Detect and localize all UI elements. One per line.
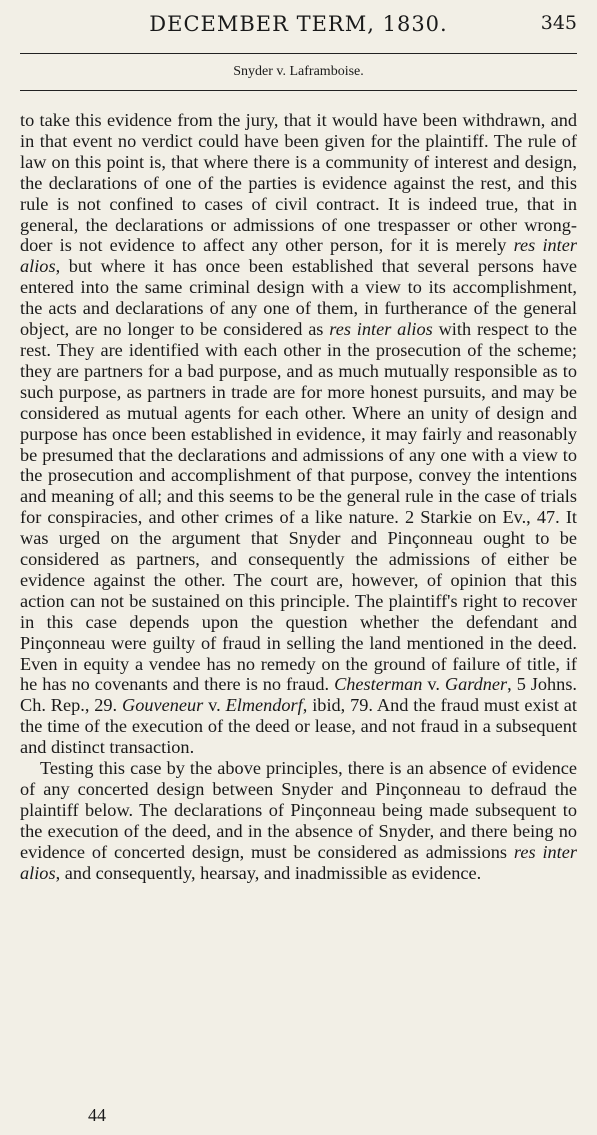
italic-run: Gardner [444,674,508,695]
signature-mark: 44 [88,1105,106,1125]
running-head [20,12,577,42]
italic-run: Gouveneur [122,695,204,716]
text-run: with respect to the rest. They are identified with each other in the prosecution of the scheme; they are partners for a bad purpose, and as much mutually responsible as to such purpose, as partners in trade are for more honest pursuits, and may be considered as mutual agents for each other. Where an unity of design and purpose has once been established in evidence, it may fairly and reasonably be presumed that the declarations and admissions of any one with a view to the prosecution and accomplishment of that purpose, convey the intentions and meaning of all; and this seems to be the general rule in the case of trials for conspiracies, and other crimes of a like nature. 2 Starkie on Ev., 47. It was urged on the argument that Snyder and Pinçonneau ought to be considered as partners, and consequently the admissions of either be evidence against the other. The court are, however, of opinion that this action can not be sustained on this principle. The plaintiff's right to recover in this case depends upon the question whether the defendant and Pinçonneau were guilty of fraud in selling the land mentioned in the deed. Even in equity a vendee has no remedy on the ground of failure of title, if he has no covenants and there is no fraud. [20,319,577,695]
text-run: , but where it has once been established that several persons have entered into the same criminal design with a view to its accomplishment, the acts and declarations of any one of them, in furtherance of the general object, are no longer to be considered as [20,256,577,340]
text-run: , ibid, 79. And the fraud must exist at the time of the execution of the deed or lease, and not fraud in a subsequent and distinct transaction. [20,695,577,758]
page-number: 345 [540,12,577,34]
body-text [20,110,577,884]
header-rule-bottom [20,90,577,91]
italic-run: res inter alios [329,319,433,340]
text-run: v. [422,674,445,695]
text-run: , and consequently, hearsay, and inadmissible as evidence. [55,862,482,883]
italic-run: res inter alios [20,841,577,883]
text-run: , 5 Johns. Ch. Rep., 29. [20,674,577,716]
paragraph-1 [20,110,577,758]
italic-run: Chesterman [334,674,423,695]
italic-run: Elmendorf [225,695,303,716]
running-title: DECEMBER TERM, 1830. [149,12,448,36]
italic-run: res inter alios [20,235,577,277]
text-run: to take this evidence from the jury, that it would have been withdrawn, and in that event no verdict could have been given for the plaintiff. The rule of law on this point is, that where there is a community of interest and design, the declarations of one of the parties is evidence against the rest, and this rule is not confined to cases of civil contract. It is indeed true, that in general, the declarations or admissions of one trespasser or other wrong-doer is not evidence to affect any other person, for it is merely [20,110,577,256]
paragraph-2 [20,758,577,883]
header-rule-top [20,53,577,54]
case-caption: Snyder v. Laframboise. [233,64,364,79]
text-run: Testing this case by the above principles, there is an absence of evidence of any concerted design between Snyder and Pinçonneau to defraud the plaintiff below. The declarations of Pinçonneau being made subsequent to the execution of the deed, and in the absence of Snyder, and there being no evidence of concerted design, must be considered as admissions [20,758,577,862]
text-run: v. [203,695,226,716]
